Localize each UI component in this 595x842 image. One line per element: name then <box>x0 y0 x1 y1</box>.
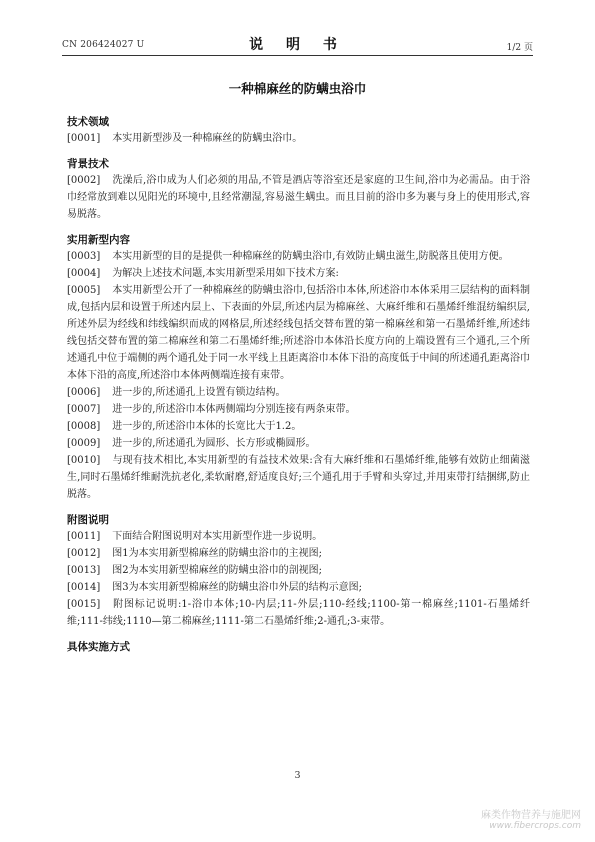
paragraph <box>67 545 530 562</box>
section-drawings <box>67 513 530 630</box>
paragraph-number: [0005] <box>67 285 101 296</box>
paragraph-text: 与现有技术相比,本实用新型的有益技术效果:含有大麻纤维和石墨烯纤维,能够有效防止细菌滋生,同时石墨烯纤维耐洗抗老化,柔软耐磨,舒适度良好;三个通孔用于手臂和头穿过,并用束带打结捆绑,防止脱落。 <box>67 455 530 500</box>
paragraph-number: [0008] <box>67 421 101 432</box>
paragraph-number: [0015] <box>67 599 101 610</box>
paragraph-text: 进一步的,所述通孔上设置有锁边结构。 <box>112 387 286 398</box>
paragraph <box>67 579 530 596</box>
watermark-site-url: www.fibercrops.com <box>489 821 581 831</box>
page-number: 3 <box>294 770 301 781</box>
paragraph-text: 图1为本实用新型棉麻丝的防螨虫浴巾的主视图; <box>112 548 322 559</box>
paragraph-number: [0002] <box>67 175 101 186</box>
paragraph <box>67 265 530 282</box>
section-heading: 具体实施方式 <box>67 641 130 653</box>
section-background <box>67 157 530 223</box>
paragraph-number: [0003] <box>67 251 101 262</box>
paragraph-number: [0012] <box>67 548 101 559</box>
section-heading: 附图说明 <box>67 514 109 526</box>
paragraph-text: 本实用新型涉及一种棉麻丝的防螨虫浴巾。 <box>112 133 303 144</box>
paragraph <box>67 172 530 223</box>
paragraph-text: 本实用新型的目的是提供一种棉麻丝的防螨虫浴巾,有效防止螨虫滋生,防脱落且使用方便。 <box>112 251 509 262</box>
paragraph <box>67 282 530 384</box>
watermark-site-name: 麻类作物营养与施肥网 <box>481 810 581 821</box>
paragraph-text: 进一步的,所述浴巾本体的长宽比大于1.2。 <box>112 421 302 432</box>
paragraph <box>67 596 530 630</box>
paragraph-number: [0013] <box>67 565 101 576</box>
paragraph <box>67 418 530 435</box>
paragraph <box>67 248 530 265</box>
paragraph-text: 为解决上述技术问题,本实用新型采用如下技术方案: <box>112 268 339 279</box>
paragraph-text: 洗澡后,浴巾成为人们必须的用品,不管是酒店等浴室还是家庭的卫生间,浴巾为必需品。由于浴巾经常放到难以见阳光的环境中,且经常潮湿,容易滋生螨虫。而且目前的浴巾多为裹与身上的使用形式,容易脱落。 <box>67 175 530 220</box>
paragraph-text: 进一步的,所述通孔为圆形、长方形或椭圆形。 <box>112 438 316 449</box>
paragraph <box>67 452 530 503</box>
paragraph-text: 进一步的,所述浴巾本体两侧端均分别连接有两条束带。 <box>112 404 356 415</box>
doc-number: CN 206424027 U <box>62 40 145 50</box>
doc-title: 一种棉麻丝的防螨虫浴巾 <box>228 81 367 96</box>
paragraph-number: [0006] <box>67 387 101 398</box>
paragraph-number: [0007] <box>67 404 101 415</box>
paragraph <box>67 562 530 579</box>
paragraph-number: [0009] <box>67 438 101 449</box>
paragraph-text: 图2为本实用新型棉麻丝的防螨虫浴巾的剖视图; <box>112 565 322 576</box>
section-heading: 实用新型内容 <box>67 234 130 246</box>
section-embodiments <box>67 640 530 655</box>
paragraph-number: [0011] <box>67 531 101 542</box>
paragraph-text: 下面结合附图说明对本实用新型作进一步说明。 <box>112 531 323 542</box>
paragraph-number: [0014] <box>67 582 101 593</box>
section-heading: 背景技术 <box>67 158 109 170</box>
paragraph-number: [0001] <box>67 133 101 144</box>
header-divider <box>62 55 533 56</box>
paragraph <box>67 435 530 452</box>
paragraph-text: 本实用新型公开了一种棉麻丝的防螨虫浴巾,包括浴巾本体,所述浴巾本体采用三层结构的面料制成,包括内层和设置于所述内层上、下表面的外层,所述内层为棉麻丝、大麻纤维和石墨烯纤维混纺编织层,所述外层为经线和纬线编织而成的网格层,所述经线包括交替布置的第一棉麻丝和第一石墨烯纤维,所述纬线包括交替布置的第二棉麻丝和第二石墨烯纤维;所述浴巾本体沿长度方向的上端设置有三个通孔,三个所述通孔中位于端侧的两个通孔处于同一水平线上且距离浴巾本体下沿的高度低于中间的所述通孔距离浴巾本体下沿的高度,所述浴巾本体两侧端连接有束带。 <box>67 285 530 381</box>
doc-type: 说 明 书 <box>249 37 346 53</box>
page-info: 1/2 页 <box>506 43 533 53</box>
section-utility-content <box>67 233 530 503</box>
paragraph-text: 图3为本实用新型棉麻丝的防螨虫浴巾外层的结构示意图; <box>112 582 362 593</box>
document-body <box>67 115 530 655</box>
paragraph-text: 附图标记说明:1-浴巾本体;10-内层;11-外层;110-经线;1100-第一棉麻丝;1101-石墨烯纤维;111-纬线;1110—第二棉麻丝;1111-第二石墨烯纤维;2-通孔;3-束带。 <box>67 599 530 627</box>
paragraph-number: [0010] <box>67 455 101 466</box>
paragraph <box>67 528 530 545</box>
paragraph <box>67 384 530 401</box>
section-technical-field <box>67 115 530 147</box>
paragraph-number: [0004] <box>67 268 101 279</box>
section-heading: 技术领域 <box>67 116 109 128</box>
paragraph <box>67 130 530 147</box>
paragraph <box>67 401 530 418</box>
